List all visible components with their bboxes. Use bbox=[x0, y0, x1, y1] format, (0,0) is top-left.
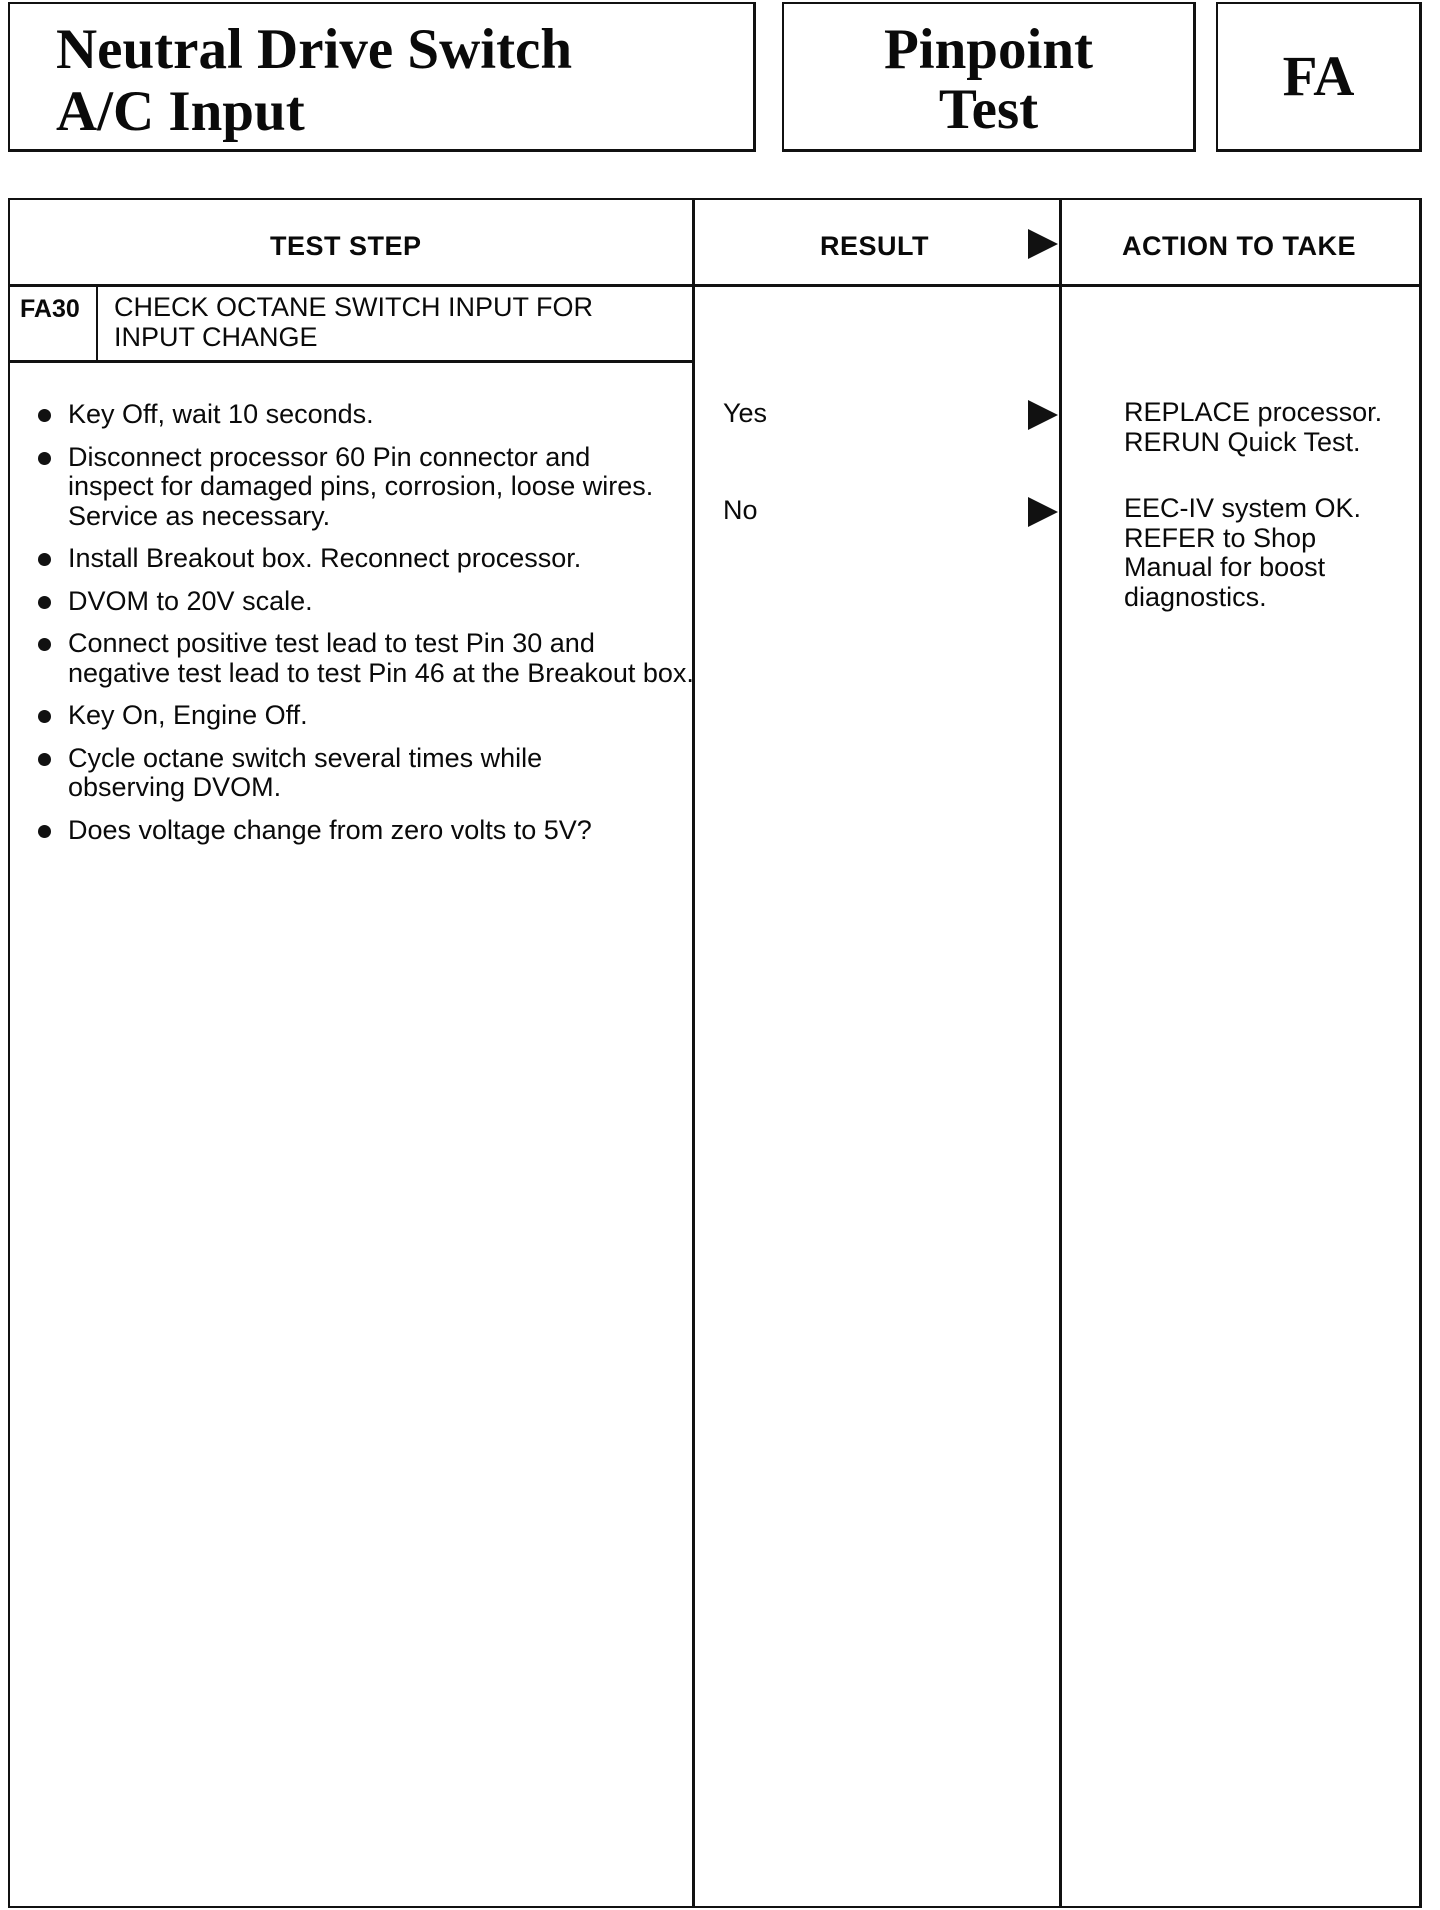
test-code-box bbox=[1216, 2, 1422, 152]
action-no-line: REFER to Shop bbox=[1124, 522, 1317, 553]
step-id: FA30 bbox=[20, 295, 80, 323]
instruction-item: Disconnect processor 60 Pin connector and inspect for damaged pins, corrosion, loose wires. Service as necessary. bbox=[36, 443, 668, 532]
test-type-line2: Test bbox=[938, 78, 1039, 141]
action-yes-line: REPLACE processor. bbox=[1124, 397, 1383, 427]
instruction-item: Cycle octane switch several times while observing DVOM. bbox=[36, 744, 608, 803]
result-header-arrow-icon bbox=[1028, 229, 1058, 259]
instruction-item: Connect positive test lead to test Pin 30 and negative test lead to test Pin 46 at the Breakout box. bbox=[36, 629, 698, 688]
test-type-line1: Pinpoint bbox=[883, 18, 1094, 81]
instruction-item: Install Breakout box. Reconnect processor. bbox=[36, 544, 696, 574]
column-header-result: RESULT bbox=[820, 231, 929, 261]
test-code: FA bbox=[1282, 45, 1355, 108]
page-title-line1: Neutral Drive Switch bbox=[56, 18, 573, 81]
test-type-box bbox=[782, 2, 1196, 152]
instruction-item: Does voltage change from zero volts to 5V? bbox=[36, 816, 696, 846]
result-yes-label: Yes bbox=[723, 398, 768, 428]
step-title bbox=[114, 292, 674, 352]
column-divider-2 bbox=[1059, 200, 1062, 1908]
instruction-item: Key On, Engine Off. bbox=[36, 701, 696, 731]
step-title-line2: INPUT CHANGE bbox=[114, 322, 318, 352]
action-yes bbox=[1124, 398, 1414, 457]
step-box-divider bbox=[10, 360, 694, 363]
title-box bbox=[8, 2, 756, 152]
step-title-line1: CHECK OCTANE SWITCH INPUT FOR bbox=[114, 292, 594, 322]
step-id-divider bbox=[96, 286, 98, 361]
action-yes-line: RERUN Quick Test. bbox=[1124, 426, 1361, 457]
instruction-item: DVOM to 20V scale. bbox=[36, 587, 696, 617]
column-header-action: ACTION TO TAKE bbox=[1122, 231, 1356, 261]
action-no bbox=[1124, 494, 1414, 612]
header-row-divider bbox=[10, 284, 1422, 287]
instruction-item: Key Off, wait 10 seconds. bbox=[36, 400, 696, 430]
test-type bbox=[784, 20, 1193, 140]
result-no-arrow-icon bbox=[1028, 497, 1058, 527]
action-no-line: diagnostics. bbox=[1124, 581, 1267, 612]
result-yes-arrow-icon bbox=[1028, 400, 1058, 430]
test-table bbox=[8, 198, 1422, 1908]
action-no-line: EEC-IV system OK. bbox=[1124, 493, 1362, 523]
action-no-line: Manual for boost bbox=[1124, 552, 1326, 582]
column-header-test-step: TEST STEP bbox=[270, 231, 422, 261]
step-instructions bbox=[36, 400, 696, 858]
page-title-line2: A/C Input bbox=[56, 80, 305, 143]
result-no-label: No bbox=[723, 495, 758, 525]
